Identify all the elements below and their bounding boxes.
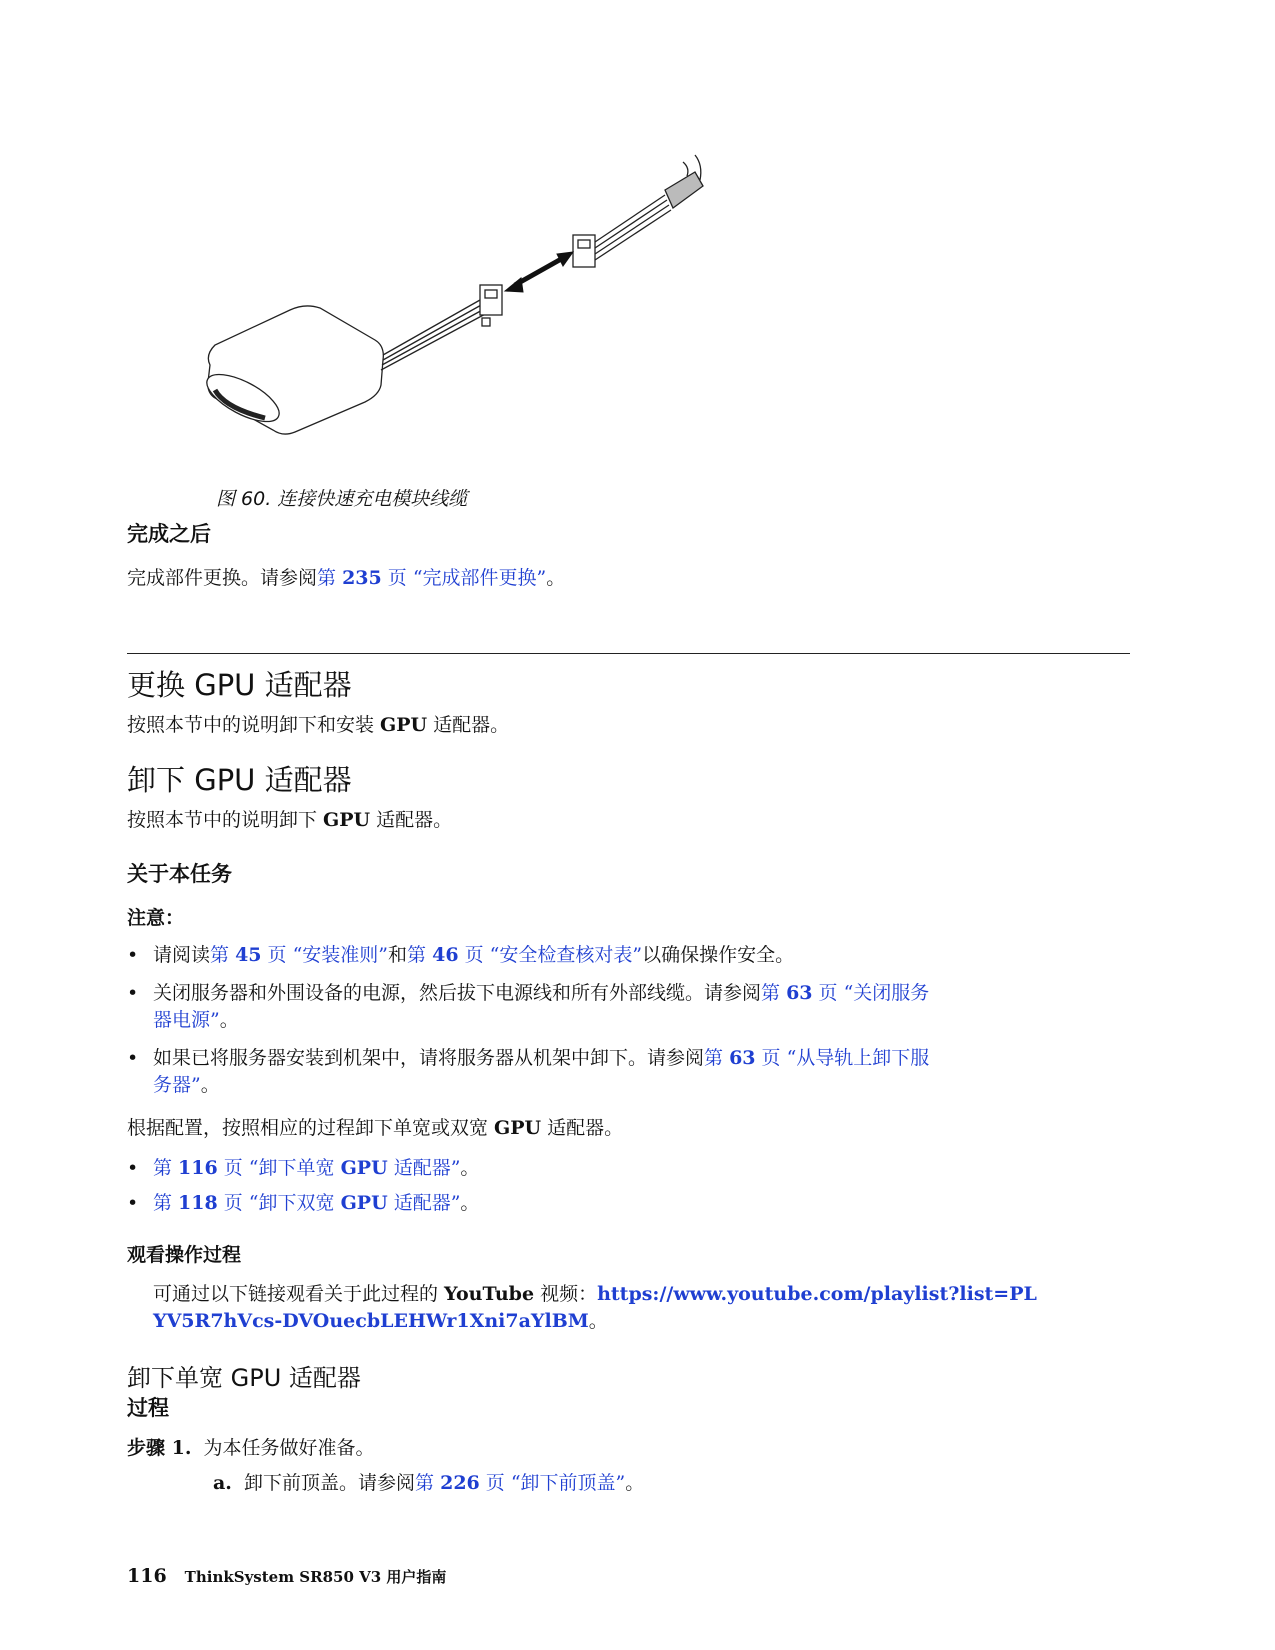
bullet-icon: • bbox=[127, 1192, 139, 1214]
link-remove-from-rail[interactable]: 第 63 页 “从导轨上卸下服 务器” bbox=[153, 1047, 930, 1096]
page-footer bbox=[127, 1565, 446, 1587]
link-power-off-server[interactable]: 第 63 页 “关闭服务 器电源” bbox=[153, 982, 930, 1031]
bullet-icon: • bbox=[127, 1157, 139, 1179]
cable-connection-illustration bbox=[195, 150, 755, 460]
single-width-title: 卸下单宽 GPU 适配器 bbox=[127, 1364, 361, 1392]
after-heading: 完成之后 bbox=[127, 521, 211, 546]
step-1a: a. 卸下前顶盖。请参阅第 226 页 “卸下前顶盖”。 bbox=[213, 1472, 645, 1494]
link-install-guidelines[interactable]: 第 45 页 “安装准则” bbox=[210, 944, 389, 966]
remove-gpu-title: 卸下 GPU 适配器 bbox=[127, 763, 352, 797]
link-remove-front-top-cover[interactable]: 第 226 页 “卸下前顶盖” bbox=[415, 1472, 626, 1494]
figure-caption: 图 60. 连接快速充电模块线缆 bbox=[216, 488, 468, 510]
config-text: 根据配置，按照相应的过程卸下单宽或双宽 GPU 适配器。 bbox=[127, 1117, 624, 1139]
link-complete-replacement[interactable]: 第 235 页 “完成部件更换” bbox=[317, 567, 547, 589]
attention-label: 注意： bbox=[127, 907, 185, 929]
bullet-icon: • bbox=[127, 1047, 139, 1069]
section-divider bbox=[127, 653, 1130, 654]
link-safety-checklist[interactable]: 第 46 页 “安全检查核对表” bbox=[407, 944, 643, 966]
link-remove-double-width-gpu[interactable]: 第 118 页 “卸下双宽 GPU 适配器” bbox=[153, 1192, 461, 1214]
bullet-icon: • bbox=[127, 982, 139, 1004]
watch-text: 可通过以下链接观看关于此过程的 YouTube 视频：https://www.youtube.com/playlist?list=PL YV5R7hVcs-DVOuecbLEHWr1Xni7aYlBM。 bbox=[153, 1283, 1037, 1332]
remove-gpu-desc: 按照本节中的说明卸下 GPU 适配器。 bbox=[127, 809, 453, 831]
link-remove-single-width-gpu[interactable]: 第 116 页 “卸下单宽 GPU 适配器” bbox=[153, 1157, 461, 1179]
youtube-playlist-link[interactable]: https://www.youtube.com/playlist?list=PL YV5R7hVcs-DVOuecbLEHWr1Xni7aYlBM bbox=[153, 1283, 1037, 1332]
after-text: 完成部件更换。请参阅第 235 页 “完成部件更换”。 bbox=[127, 567, 566, 589]
footer-product: ThinkSystem SR850 V3 用户指南 bbox=[184, 1568, 447, 1586]
procedure-heading: 过程 bbox=[127, 1395, 169, 1420]
about-task-heading: 关于本任务 bbox=[127, 861, 232, 886]
watch-heading: 观看操作过程 bbox=[127, 1244, 242, 1266]
replace-gpu-title: 更换 GPU 适配器 bbox=[127, 668, 352, 702]
replace-gpu-desc: 按照本节中的说明卸下和安装 GPU 适配器。 bbox=[127, 714, 510, 736]
page-number: 116 bbox=[127, 1565, 167, 1587]
bullet-icon: • bbox=[127, 944, 139, 966]
step-1: 步骤 1. 为本任务做好准备。 bbox=[127, 1437, 375, 1459]
